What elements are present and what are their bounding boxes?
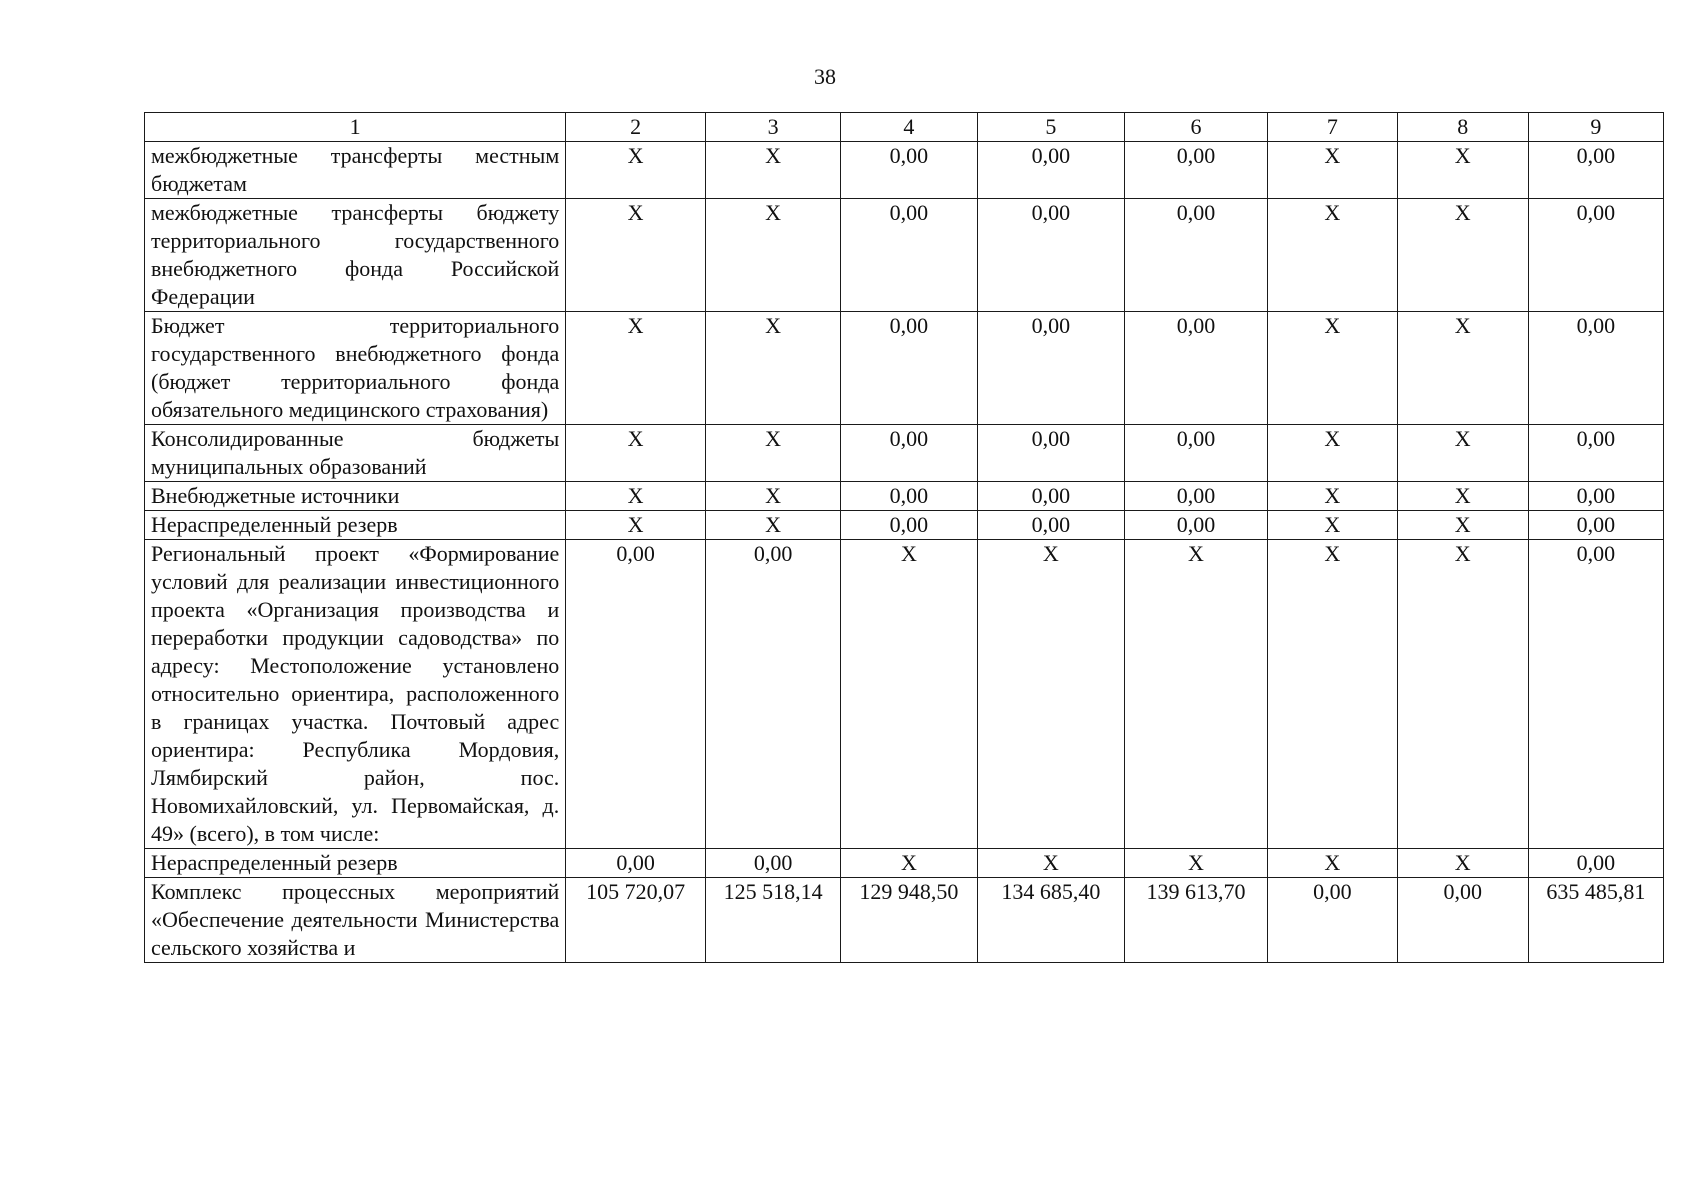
value-cell: 134 685,40 [977, 878, 1124, 963]
row-label: межбюджетные трансферты бюджету территориального государственного внебюджетного фонда Российской Федерации [145, 199, 566, 312]
value-cell: X [1125, 849, 1268, 878]
value-cell: X [1267, 849, 1397, 878]
value-cell: X [1267, 425, 1397, 482]
table-row [145, 199, 1664, 312]
value-cell: X [1397, 142, 1528, 199]
value-cell: 0,00 [1125, 482, 1268, 511]
value-cell: X [1397, 540, 1528, 849]
value-cell: 0,00 [841, 425, 977, 482]
value-cell: X [566, 142, 706, 199]
value-cell: X [1267, 482, 1397, 511]
column-number: 6 [1125, 113, 1268, 142]
value-cell: X [705, 511, 840, 540]
value-cell: X [705, 199, 840, 312]
value-cell: X [1125, 540, 1268, 849]
value-cell: 0,00 [1528, 312, 1663, 425]
budget-table [144, 112, 1664, 963]
table-row [145, 312, 1664, 425]
row-label: Консолидированные бюджеты муниципальных образований [145, 425, 566, 482]
table-row [145, 142, 1664, 199]
value-cell: 0,00 [566, 540, 706, 849]
value-cell: X [1267, 511, 1397, 540]
value-cell: 125 518,14 [705, 878, 840, 963]
value-cell: 0,00 [977, 482, 1124, 511]
column-number-row [145, 113, 1664, 142]
column-number: 9 [1528, 113, 1663, 142]
column-number: 3 [705, 113, 840, 142]
value-cell: 0,00 [841, 142, 977, 199]
row-label: Внебюджетные источники [145, 482, 566, 511]
value-cell: X [1397, 511, 1528, 540]
page-number: 38 [814, 64, 836, 89]
value-cell: 635 485,81 [1528, 878, 1663, 963]
value-cell: 0,00 [1397, 878, 1528, 963]
value-cell: X [566, 482, 706, 511]
value-cell: 0,00 [1528, 849, 1663, 878]
value-cell: X [566, 425, 706, 482]
value-cell: 0,00 [1125, 425, 1268, 482]
value-cell: 0,00 [977, 425, 1124, 482]
value-cell: X [977, 849, 1124, 878]
value-cell: X [705, 312, 840, 425]
value-cell: 0,00 [1125, 312, 1268, 425]
value-cell: X [1397, 425, 1528, 482]
value-cell: 0,00 [1528, 540, 1663, 849]
value-cell: X [705, 142, 840, 199]
value-cell: 0,00 [705, 540, 840, 849]
value-cell: X [566, 199, 706, 312]
column-number: 1 [145, 113, 566, 142]
value-cell: 139 613,70 [1125, 878, 1268, 963]
row-label: Комплекс процессных мероприятий «Обеспечение деятельности Министерства сельского хозяйства и [145, 878, 566, 963]
value-cell: 0,00 [1528, 511, 1663, 540]
value-cell: 0,00 [1528, 142, 1663, 199]
value-cell: 0,00 [841, 199, 977, 312]
value-cell: X [705, 425, 840, 482]
column-number: 7 [1267, 113, 1397, 142]
table-row [145, 511, 1664, 540]
value-cell: X [1267, 312, 1397, 425]
value-cell: 105 720,07 [566, 878, 706, 963]
value-cell: X [1397, 199, 1528, 312]
row-label: межбюджетные трансферты местным бюджетам [145, 142, 566, 199]
value-cell: 0,00 [841, 482, 977, 511]
value-cell: 0,00 [977, 199, 1124, 312]
column-number: 8 [1397, 113, 1528, 142]
table-row [145, 878, 1664, 963]
value-cell: X [566, 312, 706, 425]
value-cell: 129 948,50 [841, 878, 977, 963]
value-cell: 0,00 [1267, 878, 1397, 963]
value-cell: 0,00 [841, 312, 977, 425]
row-label: Нераспределенный резерв [145, 511, 566, 540]
row-label: Региональный проект «Формирование условий для реализации инвестиционного проекта «Организация производства и переработки продукции садоводства» по адресу: Местоположение установлено относительно ориентира, расположенного в границах участка. Почтовый адрес ориентира: Республика Мордовия, Лямбирский район, пос. Новомихайловский, ул. Первомайская, д. 49» (всего), в том числе: [145, 540, 566, 849]
value-cell: X [1267, 199, 1397, 312]
value-cell: 0,00 [1528, 425, 1663, 482]
value-cell: 0,00 [1125, 142, 1268, 199]
value-cell: 0,00 [977, 312, 1124, 425]
table-row [145, 482, 1664, 511]
value-cell: X [1397, 482, 1528, 511]
column-number: 4 [841, 113, 977, 142]
value-cell: X [1397, 312, 1528, 425]
value-cell: X [1397, 849, 1528, 878]
value-cell: 0,00 [1528, 199, 1663, 312]
row-label: Нераспределенный резерв [145, 849, 566, 878]
value-cell: X [1267, 540, 1397, 849]
row-label: Бюджет территориального государственного внебюджетного фонда (бюджет территориального фонда обязательного медицинского страхования) [145, 312, 566, 425]
value-cell: X [566, 511, 706, 540]
value-cell: 0,00 [1125, 199, 1268, 312]
value-cell: X [977, 540, 1124, 849]
value-cell: X [1267, 142, 1397, 199]
table-row [145, 425, 1664, 482]
value-cell: 0,00 [1528, 482, 1663, 511]
value-cell: X [841, 540, 977, 849]
value-cell: 0,00 [841, 511, 977, 540]
value-cell: 0,00 [977, 511, 1124, 540]
value-cell: 0,00 [705, 849, 840, 878]
column-number: 5 [977, 113, 1124, 142]
value-cell: 0,00 [1125, 511, 1268, 540]
value-cell: X [841, 849, 977, 878]
value-cell: 0,00 [566, 849, 706, 878]
column-number: 2 [566, 113, 706, 142]
value-cell: 0,00 [977, 142, 1124, 199]
value-cell: X [705, 482, 840, 511]
table-row [145, 540, 1664, 849]
table-body [145, 113, 1664, 963]
table-row [145, 849, 1664, 878]
